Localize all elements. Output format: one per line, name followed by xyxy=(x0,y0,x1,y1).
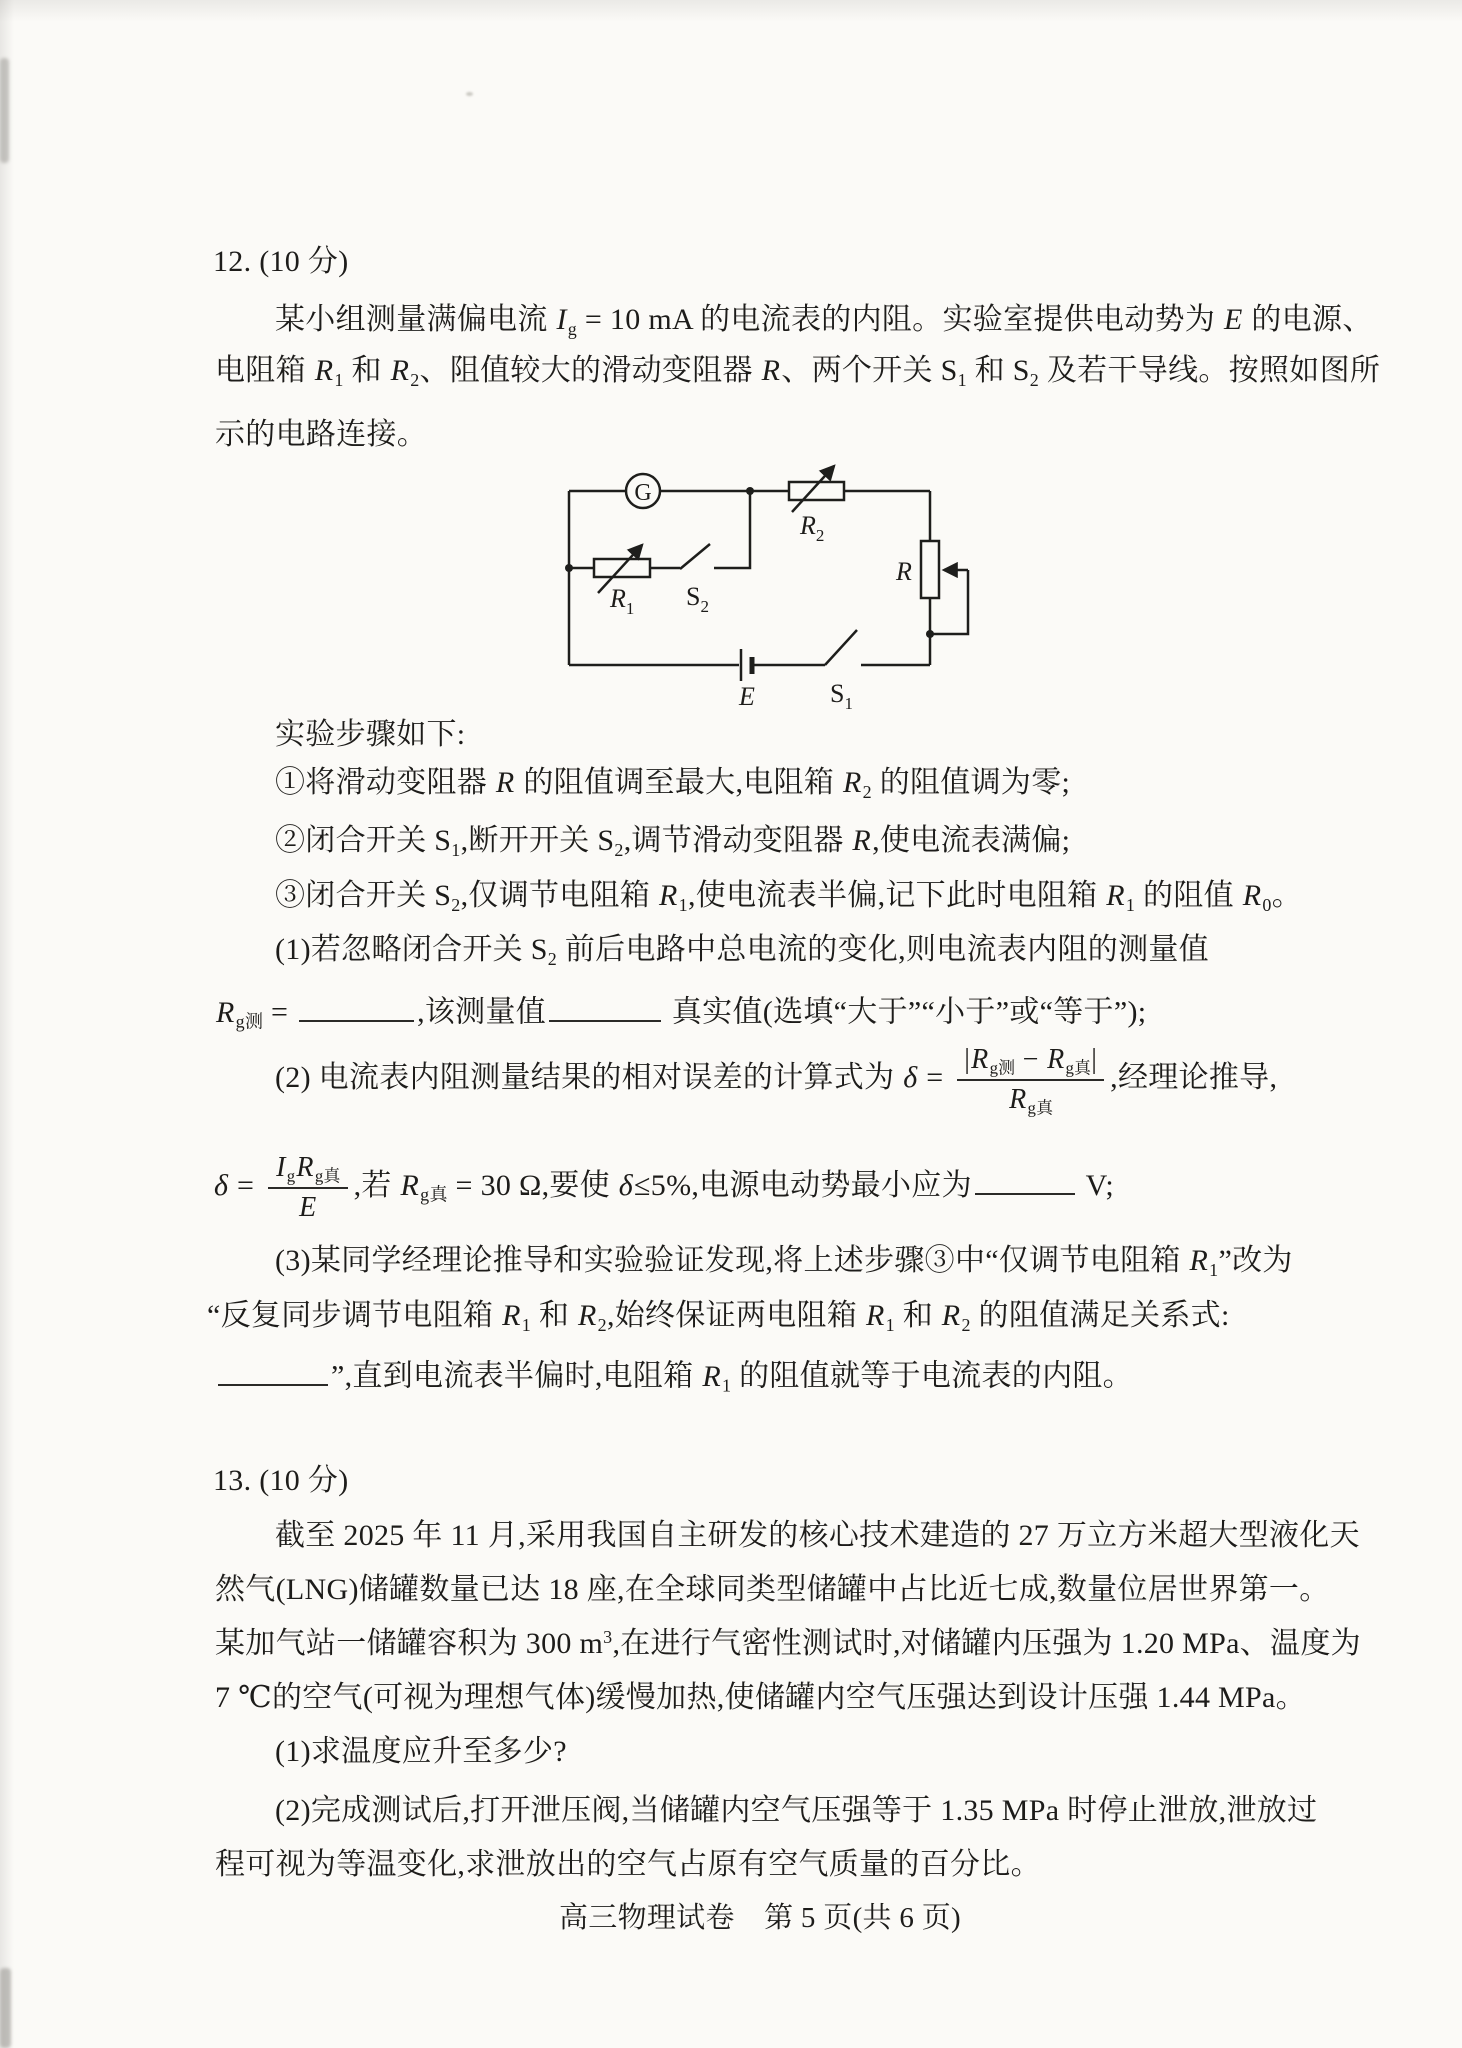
label-r1: $R_1$ xyxy=(610,584,635,618)
label-e: E xyxy=(739,682,755,711)
scan-smudge xyxy=(0,1968,11,2048)
scan-shade-top xyxy=(0,0,1462,22)
label-r2: $R_2$ xyxy=(800,511,825,545)
rheostat-r-symbol xyxy=(921,541,939,598)
q12-intro-line2: 电阻箱 $R_1$ 和 $R_2$、阻值较大的滑动变阻器 R、两个开关 $S_1$ 和 $S_2$ 及若干导线。按照如图所 xyxy=(215,354,1381,390)
q12-intro-line3: 示的电路连接。 xyxy=(215,418,428,451)
q13-part2-line1: (2)完成测试后,打开泄压阀,当储罐内空气压强等于 1.35 MPa 时停止泄放,泄放过 xyxy=(275,1794,1318,1827)
wire-mid-3 xyxy=(714,491,750,568)
rheostat-r2-arrow xyxy=(792,466,834,512)
q13-line1: 截至 2025 年 11 月,采用我国自主研发的核心技术建造的 27 万立方米超大型液化天 xyxy=(275,1519,1360,1552)
junction-dot xyxy=(926,630,934,638)
q13-line4: 7 ℃的空气(可视为理想气体)缓慢加热,使储罐内空气压强达到设计压强 1.44 MPa。 xyxy=(215,1681,1306,1714)
q12-part3-line1: (3)某同学经理论推导和实验验证发现,将上述步骤③中“仅调节电阻箱 $R_1$”改为 xyxy=(275,1244,1293,1280)
q13-line2: 然气(LNG)储罐数量已达 18 座,在全球同类型储罐中占比近七成,数量位居世界第一。 xyxy=(215,1573,1330,1606)
switch-s1-symbol xyxy=(825,630,857,665)
circuit-diagram xyxy=(540,450,1000,720)
q13-part2-line2: 程可视为等温变化,求泄放出的空气占原有空气质量的百分比。 xyxy=(215,1848,1041,1881)
label-r: R xyxy=(896,557,912,586)
q12-steps-title: 实验步骤如下: xyxy=(275,718,466,751)
q12-part1-line2: $R_{g测}$ = ,该测量值 真实值(选填“大于”“小于”或“等于”); xyxy=(215,988,1146,1031)
label-galvanometer: G xyxy=(634,480,652,506)
label-s2: $S_2$ xyxy=(686,582,709,616)
q12-step-1: ①将滑动变阻器 R 的阻值调至最大,电阻箱 $R_2$ 的阻值调为零; xyxy=(275,766,1071,802)
q13-line3: 某加气站一储罐容积为 300 $m^3$,在进行气密性测试时,对储罐内压强为 1.20 MPa、温度为 xyxy=(215,1627,1361,1660)
scan-shade-left xyxy=(0,0,14,2048)
page-footer: 高三物理试卷 第 5 页(共 6 页) xyxy=(558,1902,961,1934)
q12-header: 12. (10 分) xyxy=(213,245,349,278)
label-s1: $S_1$ xyxy=(830,679,853,713)
q12-part3-line2: “反复同步调节电阻箱 $R_1$ 和 $R_2$,始终保证两电阻箱 $R_1$ 和 $R_2$ 的阻值满足关系式: xyxy=(207,1299,1230,1335)
q12-step-2: ②闭合开关 $S_1$,断开开关 $S_2$,调节滑动变阻器 R,使电流表满偏; xyxy=(275,824,1071,860)
q13-part1: (1)求温度应升至多少? xyxy=(275,1735,567,1768)
q13-header: 13. (10 分) xyxy=(213,1464,349,1497)
q12-intro-line1: 某小组测量满偏电流 $I_g = 10$ mA 的电流表的内阻。实验室提供电动势为 E 的电源、 xyxy=(275,303,1373,339)
q12-part1-line1: (1)若忽略闭合开关 $S_2$ 前后电路中总电流的变化,则电流表内阻的测量值 xyxy=(275,933,1209,969)
scan-smudge xyxy=(466,92,473,96)
q12-part2-line1: (2) 电流表内阻测量结果的相对误差的计算式为 δ = $\frac{|R_{g测} - R_{g真}|}{R_{g真}}$ ,经理论推导, xyxy=(275,1044,1278,1118)
q12-part3-line3: ”,直到电流表半偏时,电阻箱 $R_1$ 的阻值就等于电流表的内阻。 xyxy=(215,1352,1133,1395)
junction-dot xyxy=(565,564,573,572)
scan-smudge xyxy=(0,58,9,163)
q12-step-3: ③闭合开关 $S_2$,仅调节电阻箱 $R_1$,使电流表半偏,记下此时电阻箱 $R_1$ 的阻值 $R_0$。 xyxy=(275,879,1302,915)
wire-slider xyxy=(930,570,968,634)
junction-dot xyxy=(746,487,754,495)
q12-part2-line2: δ = $\frac{I_gR_{g真}}{E}$ ,若 $R_{g真} = 30$ Ω,要使 δ≤5%,电源电动势最小应为 V; xyxy=(214,1152,1115,1223)
switch-s2-symbol xyxy=(680,544,710,569)
